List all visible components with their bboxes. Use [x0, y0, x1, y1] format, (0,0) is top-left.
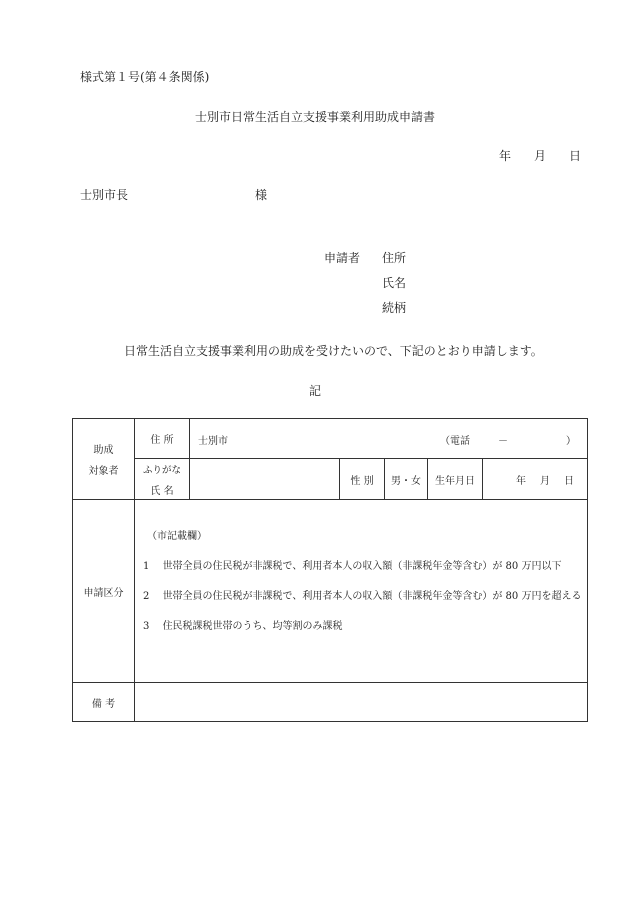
name-label-cell — [135, 459, 190, 500]
address-value: 士別市 — [198, 436, 228, 447]
sex-value-cell[interactable] — [385, 459, 428, 500]
birth-year-label: 年 — [516, 476, 526, 487]
subject-label-line1: 助成 — [93, 445, 114, 456]
sex-label: 性 別 — [350, 475, 374, 487]
option-2-number: 2 — [143, 591, 150, 602]
application-table — [72, 418, 588, 722]
date-day-label: 日 — [569, 149, 582, 163]
phone-close: ） — [566, 436, 576, 447]
category-label-cell — [73, 500, 135, 683]
ki-label: 記 — [308, 384, 321, 398]
applicant-label: 申請者 — [324, 251, 361, 265]
sex-label-cell — [340, 459, 385, 500]
address-label: 住 所 — [150, 435, 174, 446]
date-month-label: 月 — [534, 149, 547, 163]
name-value-cell[interactable] — [190, 459, 340, 500]
option-2[interactable] — [143, 587, 581, 602]
option-2-text: 世帯全員の住民税が非課税で、利用者本人の収入額（非課税年金等含む）が 80 万円を超える — [162, 591, 582, 602]
birth-month-label: 月 — [540, 476, 550, 487]
statement: 日常生活自立支援事業利用の助成を受けたいので、下記のとおり申請します。 — [124, 344, 543, 358]
name-label: 氏 名 — [150, 485, 174, 497]
city-note: （市記載欄） — [147, 531, 207, 542]
birth-value-cell[interactable] — [483, 459, 588, 500]
option-3[interactable] — [143, 617, 343, 632]
remarks-label: 備 考 — [91, 698, 116, 710]
address-value-cell[interactable] — [190, 419, 588, 459]
applicant-relation-label: 続柄 — [382, 301, 407, 315]
birth-day-label: 日 — [564, 476, 574, 487]
date-year-label: 年 — [499, 149, 512, 163]
form-number: 様式第１号(第４条関係) — [80, 70, 210, 84]
birth-label: 生年月日 — [435, 475, 475, 487]
remarks-value-cell[interactable] — [135, 683, 588, 722]
category-content-cell — [135, 500, 588, 683]
page-title: 士別市日常生活自立支援事業利用助成申請書 — [194, 110, 435, 124]
category-label: 申請区分 — [83, 587, 124, 599]
applicant-name-label: 氏名 — [382, 276, 407, 290]
addressee: 士別市長 — [80, 188, 129, 202]
furigana-label: ふりがな — [142, 464, 181, 476]
sex-value: 男・女 — [391, 475, 421, 487]
subject-label-cell — [73, 419, 135, 500]
option-1-number: 1 — [143, 561, 150, 572]
option-1[interactable] — [143, 557, 561, 572]
option-3-text: 住民税課税世帯のうち、均等割のみ課税 — [162, 621, 343, 632]
address-label-cell — [135, 419, 190, 459]
remarks-label-cell — [73, 683, 135, 722]
subject-label-line2: 対象者 — [88, 466, 119, 477]
applicant-address-label: 住所 — [382, 251, 407, 265]
birth-label-cell — [428, 459, 483, 500]
phone-dash: － — [498, 436, 508, 447]
option-3-number: 3 — [143, 621, 150, 632]
option-1-text: 世帯全員の住民税が非課税で、利用者本人の収入額（非課税年金等含む）が 80 万円以下 — [162, 561, 562, 572]
addressee-suffix: 様 — [255, 188, 268, 202]
phone-label: （電話 — [440, 436, 470, 447]
